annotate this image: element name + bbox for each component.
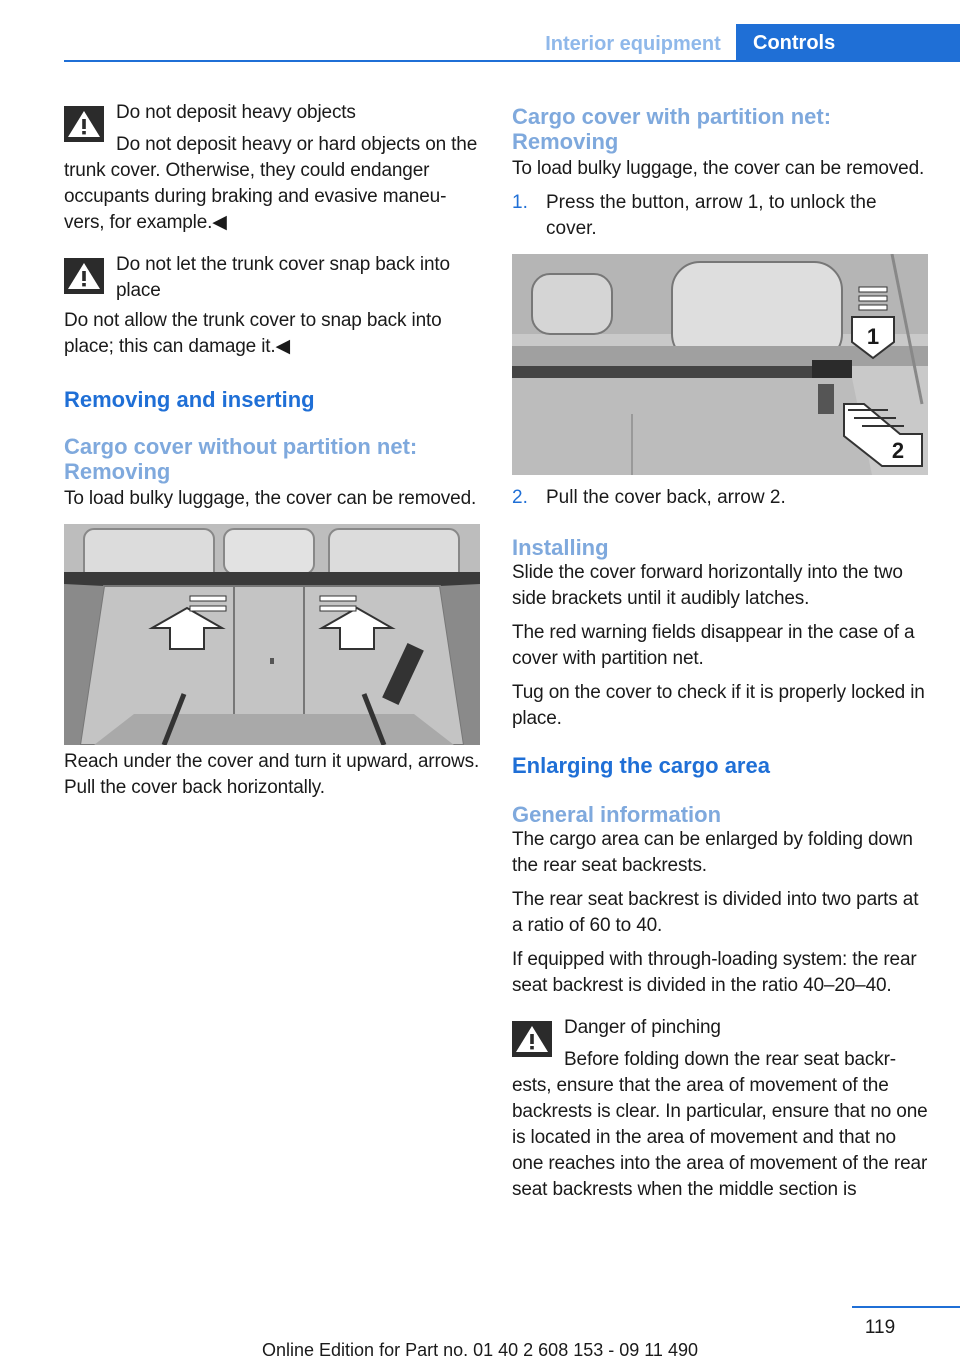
right-column [512, 100, 928, 1211]
cargo-cover-button-photo [512, 254, 928, 475]
photo-label-1: 1 [866, 324, 880, 349]
warning-title: Danger of pinching [564, 1017, 721, 1038]
warning-heavy-objects [64, 100, 480, 236]
paragraph-load-bulky: To load bulky luggage, the cover can be removed. [512, 158, 925, 179]
header-section-title: Interior equipment [545, 33, 721, 55]
footer-rule [852, 1306, 960, 1308]
heading-general-information: General information [512, 802, 722, 827]
steps-list [512, 190, 928, 242]
warning-trunk-cover [64, 252, 480, 360]
paragraph-general-1: The cargo area can be enlarged by folding down the rear seat backrests. [512, 829, 913, 876]
step-text: Pull the cover back, arrow 2. [546, 487, 786, 508]
warning-triangle-icon [512, 1021, 552, 1057]
step-number: 1. [512, 192, 528, 213]
page-number: 119 [864, 1317, 896, 1338]
warning-title: Do not let the trunk cover snap back into place [116, 254, 450, 301]
step-text: Press the button, arrow 1, to unlock the cover. [546, 192, 877, 239]
step-number: 2. [512, 487, 528, 508]
warning-text: Do not deposit heavy or hard objects on the trunk cover. Otherwise, they could endanger occupants during braking and evasive maneuvers, for example.◀ [64, 134, 478, 233]
left-column [64, 100, 480, 809]
paragraph-install-1: Slide the cover forward horizontally into the two side brackets until it audibly latches. [512, 562, 903, 609]
warning-triangle-icon [64, 258, 104, 294]
warning-pinching [512, 1015, 928, 1203]
paragraph-general-2: The rear seat backrest is divided into two parts at a ratio of 60 to 40. [512, 889, 919, 936]
paragraph-reach-under: Reach under the cover and turn it upward, arrows. Pull the cover back horizontally. [64, 751, 480, 798]
cargo-area-photo [64, 524, 480, 745]
footer-edition: Online Edition for Part no. 01 40 2 608 153 - 09 11 490 [262, 1340, 698, 1360]
step-item [512, 485, 928, 511]
heading-cargo-cover-without-net: Cargo cover without partition net: Removing [64, 434, 418, 484]
warning-text: Do not allow the trunk cover to snap back into place; this can damage it.◀ [64, 310, 442, 357]
heading-enlarging-cargo-area: Enlarging the cargo area [512, 753, 770, 778]
step-item [512, 190, 928, 242]
photo-label-2: 2 [891, 438, 905, 463]
paragraph-load-bulky: To load bulky luggage, the cover can be removed. [64, 488, 477, 509]
steps-list [512, 485, 928, 511]
warning-title: Do not deposit heavy objects [116, 102, 356, 123]
heading-removing-inserting: Removing and inserting [64, 387, 315, 412]
header-rule [64, 60, 960, 62]
warning-triangle-icon [64, 106, 104, 142]
warning-text: Before folding down the rear seat backrests, ensure that the area of movement of the backrests is clear. In particular, ensure that no one is located in the area of movement and that no one reaches into the area of movement of the rear seat backrests when the middle section is [512, 1049, 928, 1200]
heading-cargo-cover-with-net: Cargo cover with partition net: Removing [512, 104, 832, 154]
paragraph-install-3: Tug on the cover to check if it is properly locked in place. [512, 682, 925, 729]
paragraph-general-3: If equipped with through-loading system: the rear seat backrest is divided in the ratio 40–20–40. [512, 949, 917, 996]
heading-installing: Installing [512, 535, 609, 560]
header-tab-controls[interactable]: Controls [736, 24, 960, 62]
paragraph-install-2: The red warning fields disappear in the case of a cover with partition net. [512, 622, 915, 669]
